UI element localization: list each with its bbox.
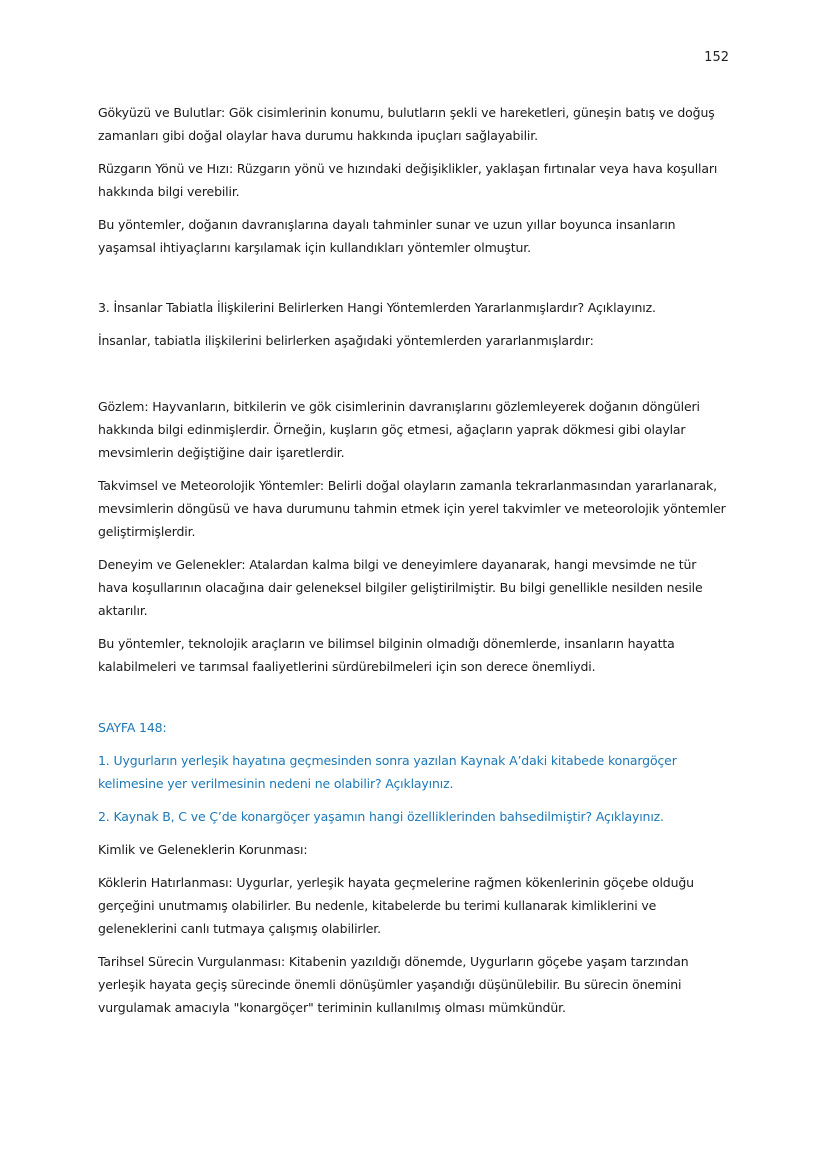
method-observation: Gözlem: Hayvanların, bitkilerin ve gök cisimlerinin davranışlarını gözlemleyerek doğanın döngüleri hakkında bilgi edinmişlerdir. Örneğin, kuşların göç etmesi, ağaçların yaprak dökmesi gibi olaylar mevsimlerin değiştiğine dair işaretlerdir. [98, 399, 700, 460]
question-3: 3. İnsanlar Tabiatla İlişkilerini Belirlerken Hangi Yöntemlerden Yararlanmışlardır? Açıklayınız. [98, 300, 656, 315]
paragraph-wind: Rüzgarın Yönü ve Hızı: Rüzgarın yönü ve hızındaki değişiklikler, yaklaşan fırtınalar veya hava koşulları hakkında bilgi verebilir. [98, 161, 718, 199]
section-title: SAYFA 148: [98, 720, 167, 735]
question-2-blue: 2. Kaynak B, C ve Ç’de konargöçer yaşamın hangi özelliklerinden bahsedilmiştir? Açıklayınız. [98, 809, 664, 824]
method-calendar-meteorology: Takvimsel ve Meteorolojik Yöntemler: Belirli doğal olayların zamanla tekrarlanmasından yararlanarak, mevsimlerin döngüsü ve hava durumunu tahmin etmek için yerel takvimler ve meteorolojik yöntemler geliştirmişlerdir. [98, 478, 726, 539]
answer-3-intro: İnsanlar, tabiatla ilişkilerini belirlerken aşağıdaki yöntemlerden yararlanmışlardır: [98, 333, 594, 348]
answer-roots: Köklerin Hatırlanması: Uygurlar, yerleşik hayata geçmelerine rağmen kökenlerinin göçebe olduğu gerçeğini unutmamış olabilirler. Bu nedenle, kitabelerde bu terimi kullanarak kimliklerini ve geleneklerini canlı tutmaya çalışmış olabilirler. [98, 875, 694, 936]
method-experience-tradition: Deneyim ve Gelenekler: Atalardan kalma bilgi ve deneyimlere dayanarak, hangi mevsimde ne tür hava koşullarının olacağına dair geleneksel bilgiler geliştirilmiştir. Bu bilgi genellikle nesilden nesile aktarılır. [98, 557, 703, 618]
document-body [98, 101, 728, 1029]
paragraph-sky-clouds: Gökyüzü ve Bulutlar: Gök cisimlerinin konumu, bulutların şekli ve hareketleri, güneşin batış ve doğuş zamanları gibi doğal olaylar hava durumu hakkında ipuçları sağlayabilir. [98, 105, 715, 143]
subheading-identity: Kimlik ve Geleneklerin Korunması: [98, 842, 308, 857]
question-1-blue: 1. Uygurların yerleşik hayatına geçmesinden sonra yazılan Kaynak A’daki kitabede konargöçer kelimesine yer verilmesinin nedeni ne olabilir? Açıklayınız. [98, 753, 677, 791]
methods-conclusion: Bu yöntemler, teknolojik araçların ve bilimsel bilginin olmadığı dönemlerde, insanların hayatta kalabilmeleri ve tarımsal faaliyetlerini sürdürebilmeleri için son derece önemliydi. [98, 636, 675, 674]
paragraph-methods-summary: Bu yöntemler, doğanın davranışlarına dayalı tahminler sunar ve uzun yıllar boyunca insanların yaşamsal ihtiyaçlarını karşılamak için kullandıkları yöntemler olmuştur. [98, 217, 676, 255]
page-number: 152 [704, 50, 729, 65]
answer-historical-process: Tarihsel Sürecin Vurgulanması: Kitabenin yazıldığı dönemde, Uygurların göçebe yaşam tarzından yerleşik hayata geçiş sürecinde önemli dönüşümler yaşandığı düşünülebilir. Bu sürecin önemini vurgulamak amacıyla "konargöçer" teriminin kullanılmış olması mümkündür. [98, 954, 689, 1015]
